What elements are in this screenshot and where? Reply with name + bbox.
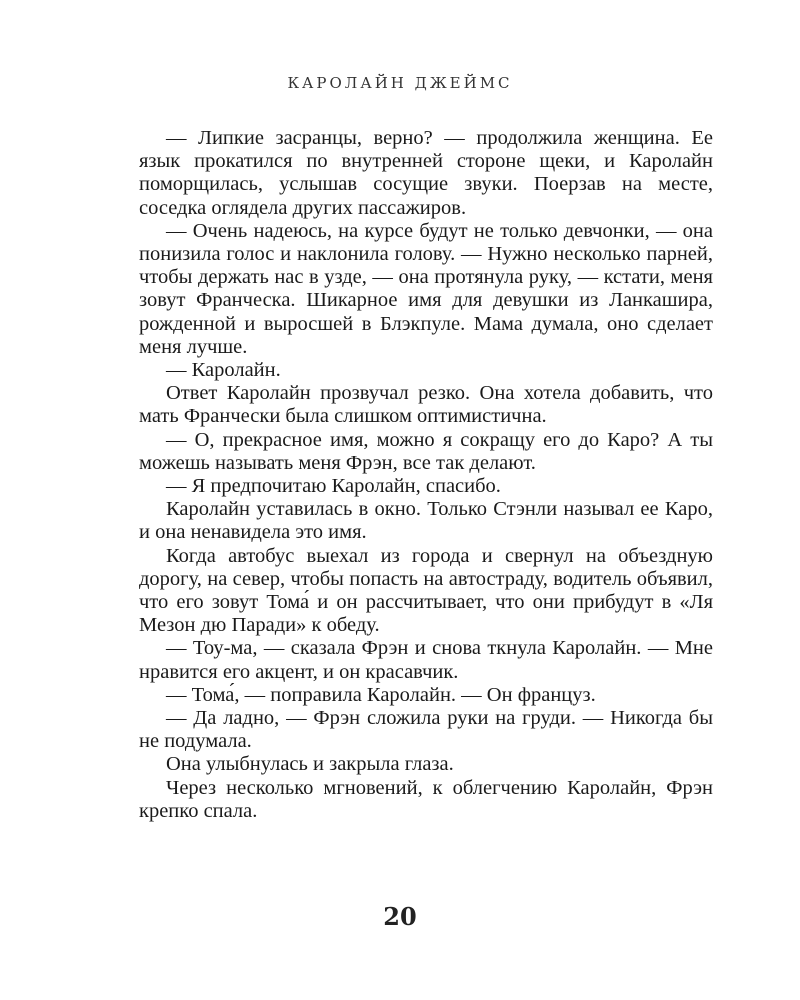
paragraph: Каролайн уставилась в окно. Только Стэнли называл ее Каро, и она ненавидела это имя. <box>139 498 713 544</box>
paragraph: — Я предпочитаю Каролайн, спасибо. <box>166 475 501 498</box>
paragraph: — Тоу-ма, — сказала Фрэн и снова ткнула Каролайн. — Мне нравится его акцент, и он красавчик. <box>139 637 713 683</box>
paragraph: Ответ Каролайн прозвучал резко. Она хотела добавить, что мать Франчески была слишком оптимистична. <box>139 382 713 428</box>
paragraph: — Липкие засранцы, верно? — продолжила женщина. Ее язык прокатился по внутренней стороне щеки, и Каролайн поморщилась, услышав сосущие звуки. Поерзав на месте, соседка оглядела других пассажиров. <box>139 127 713 219</box>
running-header: КАРОЛАЙН ДЖЕЙМС <box>287 74 513 92</box>
paragraph: — Тома́, — поправила Каролайн. — Он француз. <box>166 683 596 706</box>
body-text <box>139 127 713 823</box>
paragraph: Через несколько мгновений, к облегчению Каролайн, Фрэн крепко спала. <box>139 776 713 822</box>
page-number: 20 <box>383 902 417 931</box>
paragraph: Когда автобус выехал из города и свернул на объездную дорогу, на север, чтобы попасть на автостраду, водитель объявил, что его зовут Тома́ и он рассчитывает, что они прибудут в «Ля Мезон дю Паради» к обеду. <box>139 544 713 637</box>
paragraph: Она улыбнулась и закрыла глаза. <box>166 753 454 776</box>
paragraph: — Очень надеюсь, на курсе будут не только девчонки, — она понизила голос и наклонила голову. — Нужно несколько парней, чтобы держать нас в узде, — она протянула руку, — кстати, меня зовут Франческа. Шикарное имя для девушки из Ланкашира, рожденной и выросшей в Блэкпуле. Мама думала, оно сделает меня лучше. <box>139 219 713 358</box>
paragraph: — О, прекрасное имя, можно я сокращу его до Каро? А ты можешь называть меня Фрэн, все так делают. <box>139 428 713 474</box>
paragraph: — Каролайн. <box>166 359 281 382</box>
paragraph: — Да ладно, — Фрэн сложила руки на груди. — Никогда бы не подумала. <box>139 707 713 753</box>
